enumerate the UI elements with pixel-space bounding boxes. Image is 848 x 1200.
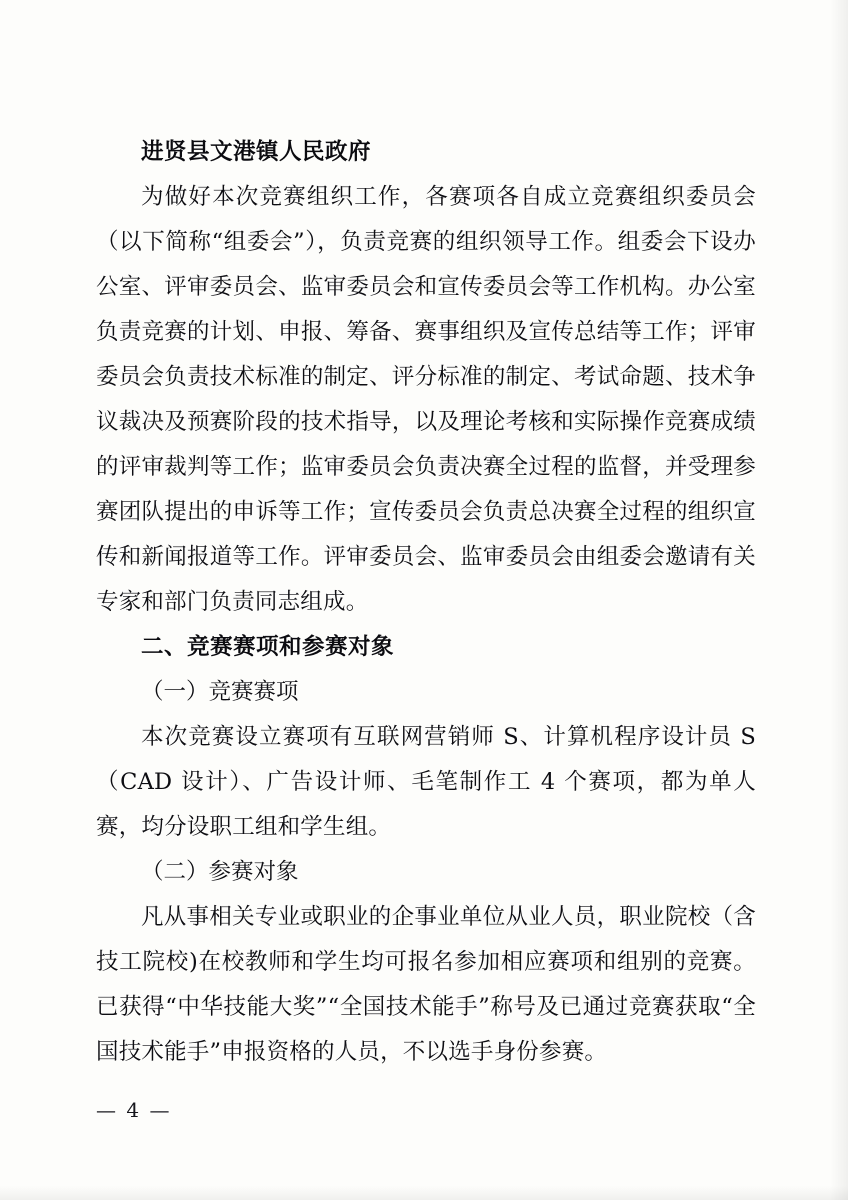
- subsection-title-participants: （二）参赛对象: [141, 859, 299, 885]
- scan-edge-shadow-bottom: [0, 1186, 848, 1200]
- paragraph-organization-structure: 为做好本次竞赛组织工作，各赛项各自成立竞赛组织委员会（以下简称“组委会”），负责竞赛的组织领导工作。组委会下设办公室、评审委员会、监审委员会和宣传委员会等工作机构。办公室负责竞赛的计划、申报、筹备、赛事组织及宣传总结等工作；评审委员会负责技术标准的制定、评分标准的制定、考试命题、技术争议裁决及预赛阶段的技术指导，以及理论考核和实际操作竞赛成绩的评审裁判等工作；监审委员会负责决赛全过程的监督，并受理参赛团队提出的申诉等工作；宣传委员会负责总决赛全过程的组织宣传和新闻报道等工作。评审委员会、监审委员会由组委会邀请有关专家和部门负责同志组成。: [96, 184, 756, 615]
- page-number: — 4 —: [96, 1098, 172, 1122]
- paragraph-competition-events: 本次竞赛设立赛项有互联网营销师 S、计算机程序设计员 S（CAD 设计）、广告设计师、毛笔制作工 4 个赛项，都为单人赛，均分设职工组和学生组。: [96, 724, 756, 840]
- document-body: [96, 130, 756, 1075]
- scan-edge-shadow-right: [830, 0, 848, 1200]
- organization-line: 进贤县文港镇人民政府: [141, 139, 372, 165]
- paragraph-participants: 凡从事相关专业或职业的企事业单位从业人员，职业院校（含技工院校)在校教师和学生均可报名参加相应赛项和组别的竞赛。已获得“中华技能大奖”“全国技术能手”称号及已通过竞赛获取“全国技术能手”申报资格的人员，不以选手身份参赛。: [96, 904, 756, 1065]
- subsection-title-competition-events: （一）竞赛赛项: [141, 679, 299, 705]
- section-heading-two: 二、竞赛赛项和参赛对象: [141, 634, 395, 660]
